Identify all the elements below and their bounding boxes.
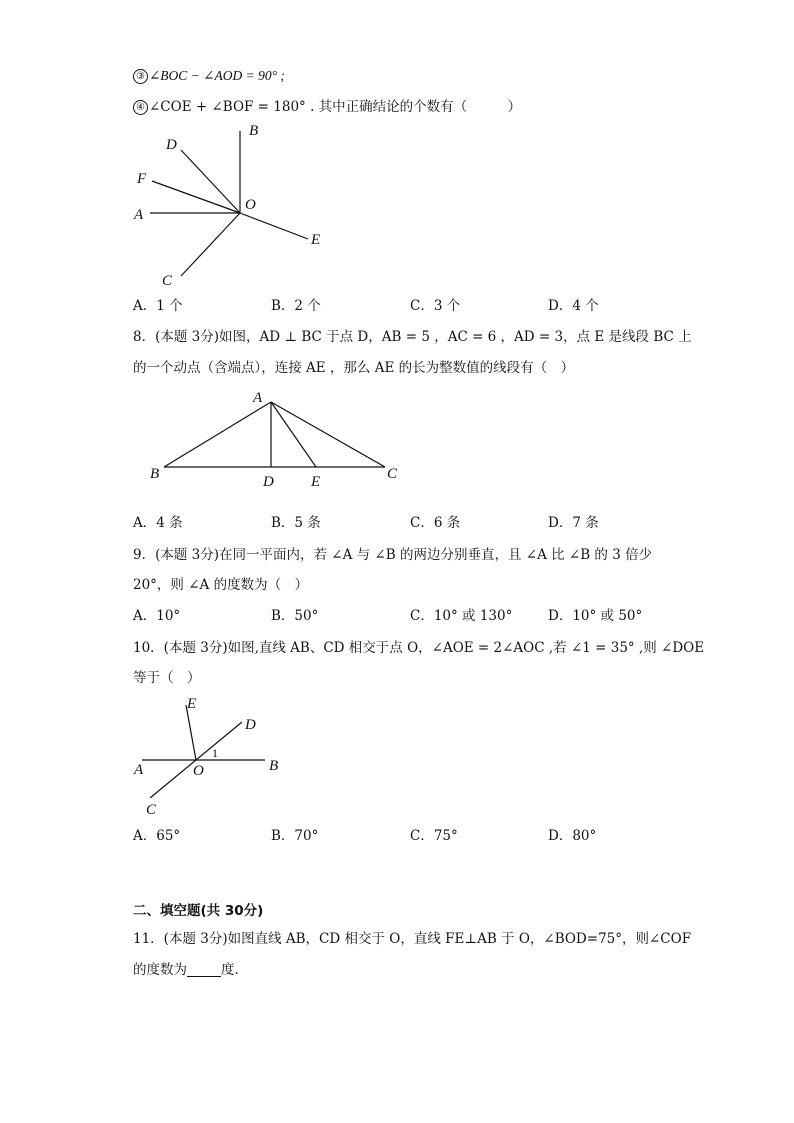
q9-option-d[interactable]: D．10° 或 50°: [548, 608, 643, 624]
q7-option-b[interactable]: B．2 个: [271, 298, 321, 314]
q9-option-b[interactable]: B．50°: [271, 608, 319, 624]
label-B: B: [249, 123, 259, 139]
label-E: E: [311, 232, 321, 248]
statement-number: ④: [133, 100, 148, 115]
label-D: D: [263, 474, 274, 490]
label-A: A: [134, 762, 144, 778]
label-C: C: [387, 466, 398, 482]
angle-1-label: 1: [212, 746, 218, 760]
q8-option-c[interactable]: C．6 条: [410, 515, 461, 531]
segment-AB: [164, 402, 271, 467]
label-O: O: [193, 763, 204, 779]
label-B: B: [269, 758, 279, 774]
q7-option-d[interactable]: D．4 个: [548, 298, 599, 314]
label-D: D: [245, 717, 256, 733]
q11-stem-suffix: 度.: [221, 962, 239, 978]
q10-stem-line-2: 等于（ ）: [133, 670, 201, 686]
q9-stem-line-1: 9．(本题 3分)在同一平面内，若 ∠A 与 ∠B 的两边分别垂直，且 ∠A 比 ∠B 的 3 倍少: [133, 547, 653, 563]
statement-number: ③: [133, 69, 148, 84]
label-A: A: [253, 390, 263, 406]
q8-option-d[interactable]: D．7 条: [548, 515, 599, 531]
q8-option-a[interactable]: A．4 条: [133, 515, 183, 531]
q10-option-a[interactable]: A．65°: [133, 828, 181, 844]
ray-OF: [152, 181, 240, 213]
segment-AE: [271, 402, 316, 467]
ray-OE: [186, 705, 196, 760]
ray-OD: [181, 150, 240, 213]
label-C: C: [146, 802, 157, 818]
q10-option-c[interactable]: C．75°: [410, 828, 458, 844]
q9-stem-line-2: 20°，则 ∠A 的度数为（ ）: [133, 577, 309, 593]
q8-figure: [150, 390, 398, 490]
q10-stem-line-1: 10．(本题 3分)如图,直线 AB、CD 相交于点 O，∠AOE = 2∠AOC ,若 ∠1 = 35° ,则 ∠DOE: [133, 640, 705, 656]
label-F: F: [137, 171, 147, 187]
label-D: D: [166, 137, 177, 153]
statement-text: ∠BOC − ∠AOD = 90° ;: [149, 68, 285, 83]
answer-blank[interactable]: [187, 962, 221, 977]
label-B: B: [150, 466, 160, 482]
label-O: O: [245, 197, 256, 213]
q10-option-d[interactable]: D．80°: [548, 828, 597, 844]
q9-option-a[interactable]: A．10°: [133, 608, 181, 624]
label-E: E: [311, 474, 321, 490]
q8-stem-line-2: 的一个动点（含端点），连接 AE ，那么 AE 的长为整数值的线段有（ ）: [133, 360, 575, 376]
q8-stem-line-1: 8．(本题 3分)如图，AD ⊥ BC 于点 D，AB = 5 ，AC = 6 ，AD = 3，点 E 是线段 BC 上: [133, 329, 692, 345]
q11-stem-line-2: [133, 960, 239, 980]
ray-OC: [181, 213, 240, 276]
q10-option-b[interactable]: B．70°: [271, 828, 319, 844]
label-C: C: [162, 273, 173, 289]
label-E: E: [187, 696, 197, 712]
section-title-fill-in: 二、填空题(共 30分): [133, 903, 264, 919]
segment-AC: [271, 402, 385, 467]
q10-figure: [133, 696, 278, 818]
q7-option-c[interactable]: C．3 个: [410, 298, 461, 314]
q11-stem-prefix: 的度数为: [133, 962, 187, 978]
label-A: A: [134, 207, 144, 223]
q8-option-b[interactable]: B．5 条: [271, 515, 321, 531]
ray-OE: [240, 213, 308, 239]
statement-text: ∠COE + ∠BOF = 180° . 其中正确结论的个数有（ ）: [149, 99, 522, 115]
q11-stem-line-1: 11．(本题 3分)如图直线 AB，CD 相交于 O，直线 FE⊥AB 于 O，∠BOD=75°，则∠COF: [133, 931, 692, 947]
q7-option-a[interactable]: A．1 个: [133, 298, 183, 314]
q9-option-c[interactable]: C．10° 或 130°: [410, 608, 513, 624]
q7-figure: [133, 123, 320, 289]
